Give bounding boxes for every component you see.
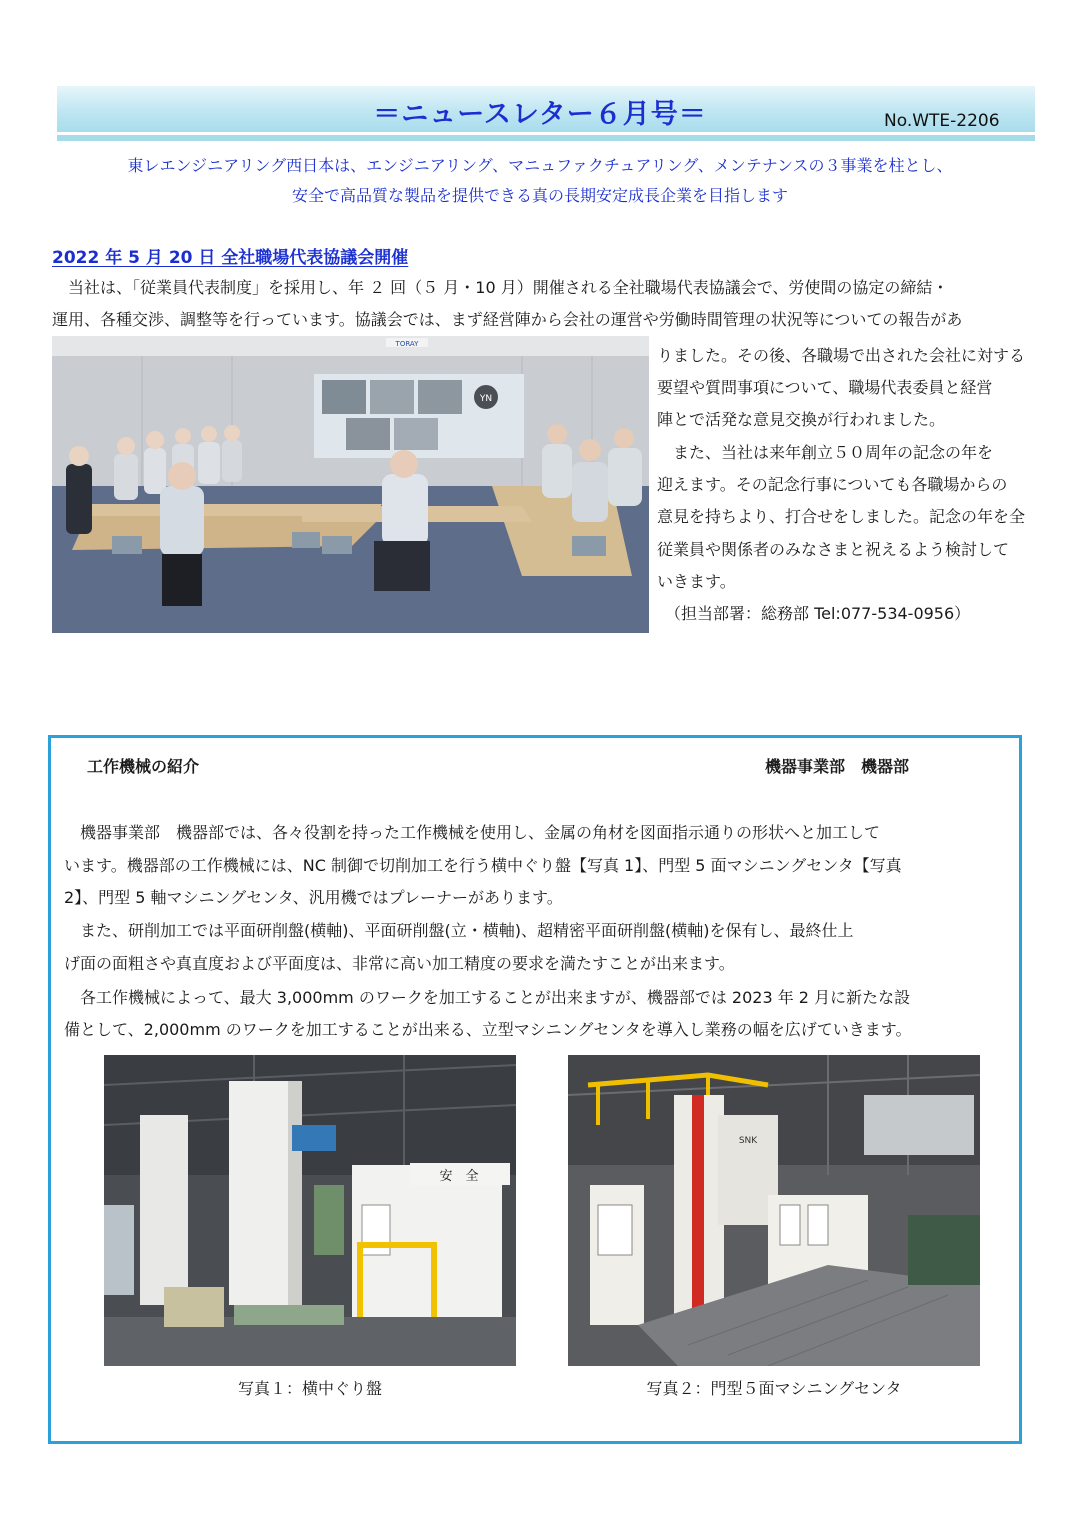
wall-sign-text: TORAY: [395, 340, 419, 348]
screen-badge-text: YN: [479, 394, 493, 404]
article-text-line: また、当社は来年創立５０周年の記念の年を: [657, 443, 994, 462]
section-text-line: 備として、2,000mm のワークを加工することが出来る、立型マシニングセンタを導入し業務の幅を広げていきます。: [64, 1020, 912, 1039]
article-text-line: 従業員や関係者のみなさまと祝えるよう検討して: [657, 540, 1010, 559]
photo1-caption: 写真１：横中ぐり盤: [237, 1379, 382, 1398]
article-title: 2022 年 5 月 20 日 全社職場代表協議会開催: [52, 248, 409, 268]
section-text-line: また、研削加工では平面研削盤(横軸)、平面研削盤(立・横軸)、超精密平面研削盤(横軸)を保有し、最終仕上: [64, 921, 854, 940]
machine-logo-text: SNK: [738, 1136, 758, 1146]
meeting-photo: [52, 336, 649, 633]
section-text-line: げ面の面粗さや真直度および平面度は、非常に高い加工精度の要求を満たすことが出来ます。: [64, 954, 735, 973]
section-text-line: 機器事業部 機器部では、各々役割を持った工作機械を使用し、金属の角材を図面指示通りの形状へと加工して: [64, 823, 881, 842]
horizontal-boring-machine-photo: [104, 1055, 516, 1366]
article-text-line: いきます。: [657, 572, 736, 591]
section-title: 工作機械の紹介: [87, 757, 200, 776]
header-underline: [57, 135, 1035, 141]
photo2-caption: 写真２：門型５面マシニングセンタ: [646, 1379, 902, 1398]
article-text-line: 陣とで活発な意見交換が行われました。: [657, 410, 946, 429]
newsletter-title: ＝ニュースレター６月号＝: [373, 99, 707, 130]
article-text-line: 要望や質問事項について、職場代表委員と経営: [657, 378, 993, 397]
issue-number: No.WTE-2206: [884, 111, 1000, 131]
article-text-line: りました。その後、各職場で出された会社に対する: [657, 346, 1026, 365]
contact-info: （担当部署：総務部 Tel:077-534-0956）: [657, 604, 971, 623]
section-text-line: 各工作機械によって、最大 3,000mm のワークを加工することが出来ますが、機器部では 2023 年 2 月に新たな設: [64, 988, 911, 1007]
article-text-line: 運用、各種交渉、調整等を行っています。協議会では、まず経営陣から会社の運営や労働時間管理の状況等についての報告があ: [52, 310, 963, 329]
gantry-machining-center-photo: [568, 1055, 980, 1366]
tagline-line-2: 安全で高品質な製品を提供できる真の長期安定成長企業を目指します: [291, 186, 788, 205]
section-text-line: います。機器部の工作機械には、NC 制御で切削加工を行う横中ぐり盤【写真 1】、門型 5 面マシニングセンタ【写真: [64, 856, 902, 875]
safety-sign-text: 安 全: [439, 1169, 479, 1184]
tagline-line-1: 東レエンジニアリング西日本は、エンジニアリング、マニュファクチュアリング、メンテナンスの３事業を柱とし、: [127, 156, 953, 175]
article-text-line: 意見を持ちより、打合せをしました。記念の年を全: [657, 507, 1026, 526]
article-text-line: 当社は、「従業員代表制度」を採用し、年 ２ 回（５ 月・10 月）開催される全社職場代表協議会で、労使間の協定の締結・: [52, 278, 949, 297]
article-text-line: 迎えます。その記念行事についても各職場からの: [657, 475, 1008, 494]
section-text-line: 2】、門型 5 軸マシニングセンタ、汎用機ではプレーナーがあります。: [64, 888, 563, 907]
section-department: 機器事業部 機器部: [765, 757, 910, 776]
